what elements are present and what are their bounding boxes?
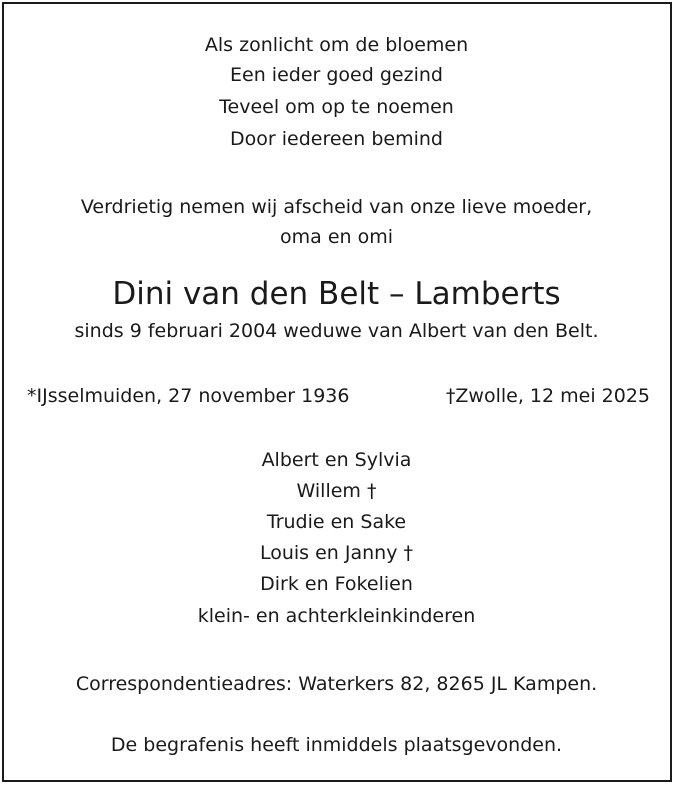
family-line: Willem † xyxy=(296,480,377,502)
deceased-name: Dini van den Belt – Lamberts xyxy=(112,276,561,312)
birth-date: *IJsselmuiden, 27 november 1936 xyxy=(27,385,350,407)
death-date: †Zwolle, 12 mei 2025 xyxy=(445,385,650,407)
family-line: Albert en Sylvia xyxy=(261,449,412,471)
deceased-subtitle: sinds 9 februari 2004 weduwe van Albert van den Belt. xyxy=(74,320,599,342)
closing-note: De begrafenis heeft inmiddels plaatsgevonden. xyxy=(110,734,563,756)
family-line: Louis en Janny † xyxy=(259,542,414,564)
intro-line: oma en omi xyxy=(280,226,393,248)
family-line: Trudie en Sake xyxy=(266,511,407,533)
intro-line: Verdrietig nemen wij afscheid van onze lieve moeder, xyxy=(80,196,593,218)
poem-line: Als zonlicht om de bloemen xyxy=(204,34,469,56)
correspondence-address: Correspondentieadres: Waterkers 82, 8265 JL Kampen. xyxy=(75,673,598,695)
family-line: klein- en achterkleinkinderen xyxy=(197,605,476,627)
poem-line: Door iedereen bemind xyxy=(230,128,443,150)
family-line: Dirk en Fokelien xyxy=(260,573,413,595)
poem-line: Teveel om op te noemen xyxy=(219,96,454,118)
poem-line: Een ieder goed gezind xyxy=(230,64,443,86)
